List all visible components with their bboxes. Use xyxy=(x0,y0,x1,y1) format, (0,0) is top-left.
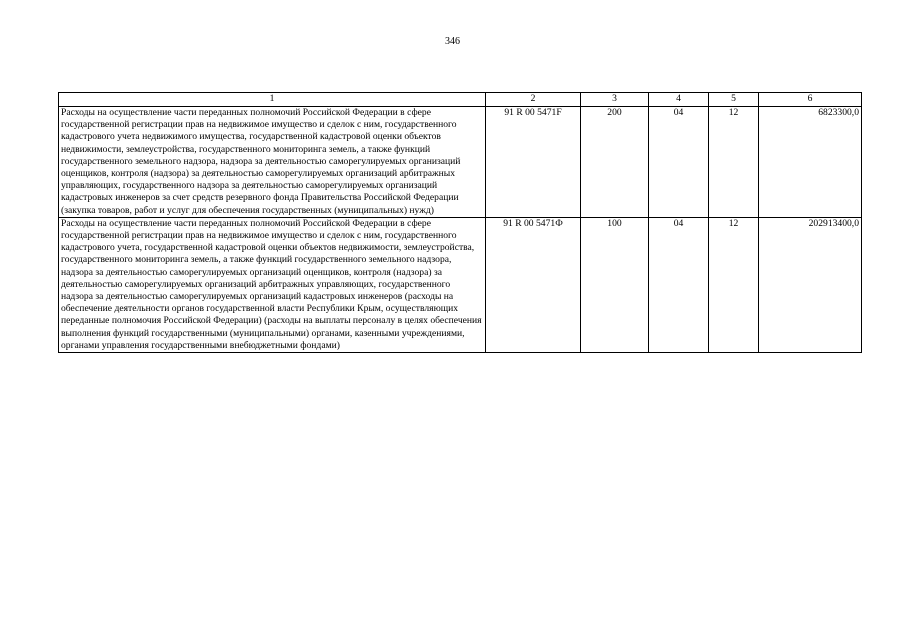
column-header-1: 1 xyxy=(59,93,486,107)
page-number: 346 xyxy=(445,36,460,47)
row-amount: 6823300,0 xyxy=(759,107,862,218)
table-row xyxy=(59,107,862,218)
column-header-4: 4 xyxy=(649,93,709,107)
row-expense-type: 100 xyxy=(581,217,649,352)
row-section: 04 xyxy=(649,217,709,352)
row-target-code: 91 R 00 5471Ф xyxy=(486,217,581,352)
row-description: Расходы на осуществление части переданных полномочий Российской Федерации в сфере государственной регистрации прав на недвижимое имущество и сделок с ним, государственного кадастрового учета недвижимого имущества, государственной кадастровой оценки объектов недвижимости, землеустройства, государственного мониторинга земель, а также функций государственного земельного надзора, надзора за деятельностью саморегулируемых организаций оценщиков, контроля (надзора) за деятельностью саморегулируемых организаций арбитражных управляющих, государственного надзора за деятельностью саморегулируемых организаций кадастровых инженеров за счет средств резервного фонда Правительства Российской Федерации (закупка товаров, работ и услуг для обеспечения государственных (муниципальных) нужд) xyxy=(59,107,486,218)
row-amount: 202913400,0 xyxy=(759,217,862,352)
table-header-row xyxy=(59,93,862,107)
budget-table xyxy=(58,92,862,353)
row-subsection: 12 xyxy=(709,107,759,218)
column-header-5: 5 xyxy=(709,93,759,107)
column-header-2: 2 xyxy=(486,93,581,107)
row-subsection: 12 xyxy=(709,217,759,352)
row-expense-type: 200 xyxy=(581,107,649,218)
table-row xyxy=(59,217,862,352)
row-target-code: 91 R 00 5471F xyxy=(486,107,581,218)
column-header-6: 6 xyxy=(759,93,862,107)
row-description: Расходы на осуществление части переданных полномочий Российской Федерации в сфере государственной регистрации прав на недвижимое имущество и сделок с ним, государственного кадастрового учета, государственной кадастровой оценки объектов недвижимости, землеустройства, государственного мониторинга земель, а также функций государственного земельного надзора, надзора за деятельностью саморегулируемых организаций оценщиков, контроля (надзора) за деятельностью саморегулируемых организаций арбитражных управляющих, государственного надзора за деятельностью саморегулируемых организаций кадастровых инженеров (расходы на обеспечение деятельности органов государственной власти Республики Крым, осуществляющих переданные полномочия Российской Федерации) (расходы на выплаты персоналу в целях обеспечения выполнения функций государственными (муниципальными) органами, казенными учреждениями, органами управления государственными внебюджетными фондами) xyxy=(59,217,486,352)
column-header-3: 3 xyxy=(581,93,649,107)
row-section: 04 xyxy=(649,107,709,218)
